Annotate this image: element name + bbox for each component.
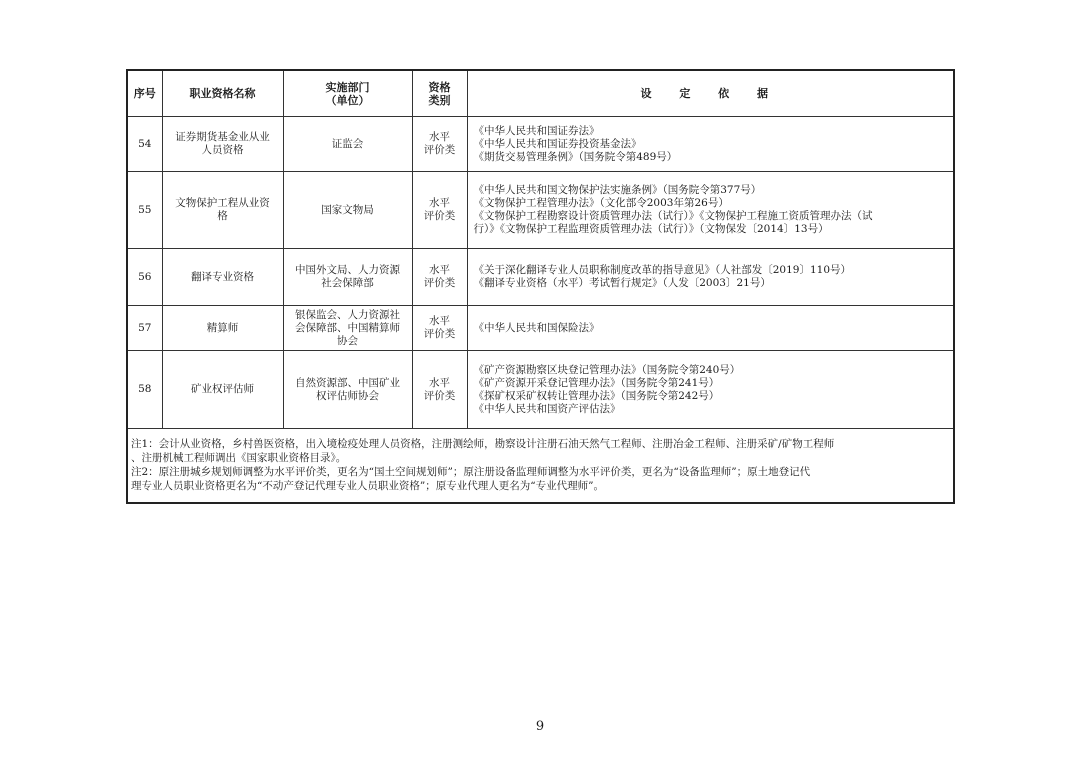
basis-line: 《中华人民共和国保险法》 xyxy=(473,321,600,334)
header-dept-line1: 实施部门 xyxy=(325,80,370,94)
basis-line: 《文物保护工程管理办法》（文化部令2003年第26号） xyxy=(473,197,729,209)
qualification-table xyxy=(126,69,955,504)
table-row xyxy=(127,351,954,429)
table-header-row xyxy=(127,70,954,117)
row-type-line: 水平 xyxy=(429,264,450,276)
row-type-line: 水平 xyxy=(429,197,450,209)
row-name-line: 证券期货基金业从业 xyxy=(175,131,270,143)
row-dept-line: 会保障部、中国精算师 xyxy=(295,321,400,334)
row-dept xyxy=(283,172,412,249)
basis-line: 《矿产资源勘察区块登记管理办法》（国务院令第240号） xyxy=(473,363,741,376)
row-dept-line: 自然资源部、中国矿业 xyxy=(295,376,400,389)
row-basis xyxy=(467,306,954,351)
row-dept xyxy=(283,117,412,172)
row-type-line: 水平 xyxy=(429,315,450,327)
row-type xyxy=(412,172,467,249)
row-name xyxy=(162,172,283,249)
table-row xyxy=(127,249,954,306)
row-type-line: 水平 xyxy=(429,376,450,389)
row-dept-line: 中国外文局、人力资源 xyxy=(295,264,400,276)
row-name-line: 人员资格 xyxy=(201,144,244,156)
basis-line: 《探矿权采矿权转让管理办法》（国务院令第242号） xyxy=(473,389,720,402)
row-name-line: 文物保护工程从业资 xyxy=(175,197,270,209)
row-dept-line: 权评估师协会 xyxy=(316,389,379,402)
row-name xyxy=(162,117,283,172)
header-name: 职业资格名称 xyxy=(162,70,283,117)
table-notes xyxy=(127,429,954,503)
header-no: 序号 xyxy=(127,70,162,117)
row-type-line: 评价类 xyxy=(423,389,456,402)
note-line: 、注册机械工程师调出《国家职业资格目录》。 xyxy=(131,452,347,465)
table-row xyxy=(127,117,954,172)
row-type-line: 评价类 xyxy=(423,144,456,156)
basis-line: 《文物保护工程勘察设计资质管理办法（试行）》《文物保护工程施工资质管理办法（试 xyxy=(473,210,873,222)
row-dept-line: 证监会 xyxy=(331,137,364,150)
row-name xyxy=(162,351,283,429)
note-line: 注1：会计从业资格，乡村兽医资格，出入境检疫处理人员资格，注册测绘师，勘察设计注册石油天然气工程师、注册冶金工程师、注册采矿/矿物工程师 xyxy=(131,438,835,451)
row-no: 55 xyxy=(127,172,162,249)
basis-line: 行）》《文物保护工程监理资质管理办法（试行）》（文物保发〔2014〕13号） xyxy=(473,223,829,235)
note-line: 理专业人员职业资格更名为“不动产登记代理专业人员职业资格”；原专业代理人更名为“专业代理师”。 xyxy=(131,480,604,493)
row-basis xyxy=(467,117,954,172)
header-type-line2: 类别 xyxy=(428,93,451,107)
row-dept-line: 银保监会、人力资源社 xyxy=(295,308,400,321)
table-row xyxy=(127,172,954,249)
row-type-line: 水平 xyxy=(429,131,450,143)
row-type-line: 评价类 xyxy=(423,210,456,222)
row-no: 56 xyxy=(127,249,162,306)
row-name-line: 矿业权评估师 xyxy=(191,383,254,395)
header-type xyxy=(412,70,467,117)
row-type xyxy=(412,117,467,172)
note-line: 注2：原注册城乡规划师调整为水平评价类，更名为“国土空间规划师”；原注册设备监理师调整为水平评价类，更名为“设备监理师”；原土地登记代 xyxy=(131,466,811,479)
row-dept xyxy=(283,249,412,306)
row-no: 54 xyxy=(127,117,162,172)
basis-line: 《中华人民共和国证券投资基金法》 xyxy=(473,137,642,150)
row-dept xyxy=(283,351,412,429)
page-number: 9 xyxy=(535,719,545,734)
header-dept xyxy=(283,70,412,117)
basis-line: 《中华人民共和国文物保护法实施条例》（国务院令第377号） xyxy=(473,184,762,196)
basis-line: 《中华人民共和国资产评估法》 xyxy=(473,402,621,415)
row-type xyxy=(412,249,467,306)
row-type-line: 评价类 xyxy=(423,277,456,289)
row-type xyxy=(412,306,467,351)
row-name xyxy=(162,249,283,306)
row-name xyxy=(162,306,283,351)
basis-line: 《关于深化翻译专业人员职称制度改革的指导意见》（人社部发〔2019〕110号） xyxy=(473,264,852,276)
row-no: 57 xyxy=(127,306,162,351)
header-basis: 设 定 依 据 xyxy=(467,70,954,117)
header-dept-line2: （单位） xyxy=(325,93,370,107)
basis-line: 《中华人民共和国证券法》 xyxy=(473,124,600,137)
row-type-line: 评价类 xyxy=(423,328,456,340)
row-no: 58 xyxy=(127,351,162,429)
row-basis xyxy=(467,249,954,306)
row-dept-line: 协会 xyxy=(337,334,358,347)
row-name-line: 翻译专业资格 xyxy=(191,270,254,283)
row-dept-line: 社会保障部 xyxy=(321,277,374,289)
row-name-line: 精算师 xyxy=(206,321,239,334)
table-row xyxy=(127,306,954,351)
basis-line: 《期货交易管理条例》（国务院令第489号） xyxy=(473,150,678,163)
header-type-line1: 资格 xyxy=(428,80,451,94)
row-name-line: 格 xyxy=(217,210,228,222)
row-basis xyxy=(467,172,954,249)
row-basis xyxy=(467,351,954,429)
basis-line: 《翻译专业资格（水平）考试暂行规定》（人发〔2003〕21号） xyxy=(473,277,771,289)
notes-row xyxy=(127,429,954,503)
basis-line: 《矿产资源开采登记管理办法》（国务院令第241号） xyxy=(473,376,720,389)
row-dept xyxy=(283,306,412,351)
row-dept-line: 国家文物局 xyxy=(321,203,374,216)
row-type xyxy=(412,351,467,429)
